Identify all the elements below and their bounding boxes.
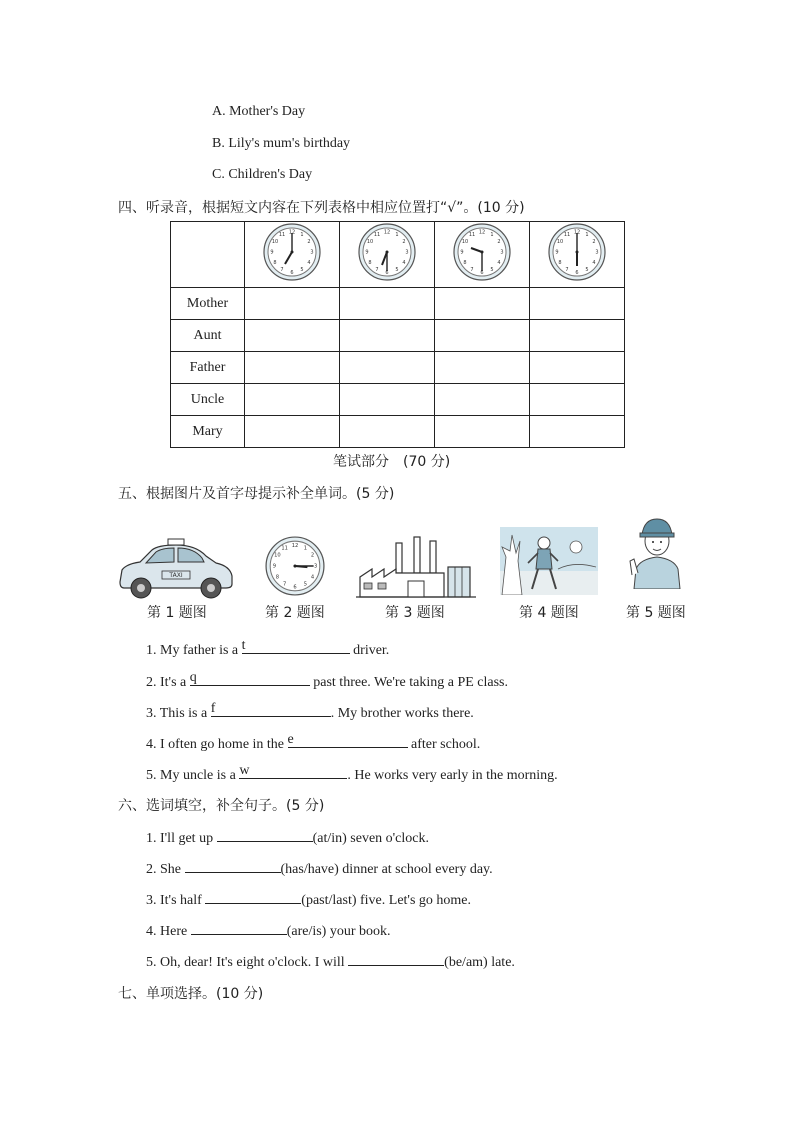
clock-icon-2 [357, 222, 417, 282]
s5-item-5-pre: 5. My uncle is a [146, 768, 240, 783]
clock-icon-4 [547, 222, 607, 282]
svg-text:5: 5 [490, 267, 494, 273]
svg-text:6: 6 [480, 270, 484, 276]
s5-item-4-post: after school. [407, 737, 481, 752]
caption-1: 第 1 题图 [147, 605, 207, 621]
svg-text:6: 6 [293, 584, 297, 591]
s6-item-3-post: (past/last) five. Let's go home. [301, 893, 471, 908]
s6-item-4-pre: 4. Here [146, 924, 191, 939]
svg-text:3: 3 [500, 249, 504, 256]
svg-text:10: 10 [556, 239, 564, 245]
caption-3: 第 3 题图 [385, 605, 445, 621]
s6-item-2-pre: 2. She [146, 862, 185, 877]
svg-text:1: 1 [490, 232, 494, 238]
svg-text:3: 3 [405, 249, 409, 256]
s5-answer-blank-2[interactable] [190, 671, 310, 686]
answer-cell[interactable] [245, 320, 340, 352]
s6-item-1 [146, 827, 429, 847]
svg-text:3: 3 [310, 249, 314, 256]
answer-cell[interactable] [530, 416, 625, 448]
s5-item-3-post: . My brother works there. [330, 706, 474, 721]
option-a: A. Mother's Day [212, 104, 306, 119]
s6-item-3 [146, 889, 471, 909]
s5-item-3-pre: 3. This is a [146, 706, 211, 721]
s6-item-1-post: (at/in) seven o'clock. [312, 831, 430, 846]
svg-text:7: 7 [470, 267, 474, 273]
answer-cell[interactable] [435, 416, 530, 448]
svg-text:10: 10 [274, 552, 281, 559]
svg-text:9: 9 [555, 249, 559, 256]
answer-cell[interactable] [435, 384, 530, 416]
s6-answer-blank-4[interactable] [191, 920, 287, 935]
svg-text:4: 4 [310, 574, 315, 581]
taxi-image [116, 536, 236, 600]
svg-text:8: 8 [273, 260, 277, 266]
written-part-heading: 笔试部分 (70 分) [333, 454, 451, 470]
svg-text:12: 12 [291, 542, 299, 549]
svg-text:11: 11 [373, 232, 381, 238]
svg-text:1: 1 [300, 232, 304, 238]
s5-item-3 [146, 702, 474, 722]
clock-icon-3 [452, 222, 512, 282]
s5-initial-1: t [241, 638, 246, 653]
answer-cell[interactable] [530, 352, 625, 384]
clock-cell-2 [340, 222, 435, 288]
svg-text:12: 12 [478, 229, 486, 236]
svg-text:9: 9 [365, 249, 369, 256]
svg-text:1: 1 [585, 232, 589, 238]
s5-item-2-post: past three. We're taking a PE class. [309, 675, 508, 690]
svg-text:8: 8 [275, 574, 280, 581]
svg-text:6: 6 [290, 270, 294, 276]
s5-item-4-pre: 4. I often go home in the [146, 737, 288, 752]
s5-item-2-pre: 2. It's a [146, 675, 190, 690]
svg-text:4: 4 [497, 260, 501, 266]
answer-cell[interactable] [340, 384, 435, 416]
svg-text:2: 2 [310, 552, 315, 559]
answer-cell[interactable] [435, 352, 530, 384]
answer-cell[interactable] [245, 288, 340, 320]
s5-initial-3: f [210, 701, 216, 716]
svg-text:7: 7 [375, 267, 379, 273]
s5-item-4 [146, 733, 480, 753]
svg-text:4: 4 [307, 260, 311, 266]
s6-item-4 [146, 920, 391, 940]
svg-text:12: 12 [383, 229, 391, 236]
row-label: Mary [171, 416, 245, 448]
svg-text:2: 2 [402, 239, 406, 245]
factory-image [356, 533, 476, 599]
answer-cell[interactable] [530, 288, 625, 320]
s6-answer-blank-1[interactable] [217, 827, 313, 842]
s6-item-3-pre: 3. It's half [146, 893, 206, 908]
answer-cell[interactable] [435, 320, 530, 352]
svg-text:11: 11 [468, 232, 476, 238]
caption-4: 第 4 题图 [519, 605, 579, 621]
svg-text:5: 5 [395, 267, 399, 273]
svg-text:10: 10 [271, 239, 279, 245]
answer-cell[interactable] [245, 384, 340, 416]
svg-text:5: 5 [303, 581, 307, 588]
section5-title: 五、根据图片及首字母提示补全单词。(5 分) [118, 486, 395, 502]
s6-answer-blank-2[interactable] [185, 858, 281, 873]
s5-initial-4: e [287, 732, 294, 747]
s6-answer-blank-5[interactable] [348, 951, 444, 966]
clock-cell-1 [245, 222, 340, 288]
s5-item-5 [146, 764, 558, 784]
s5-answer-blank-3[interactable] [211, 702, 331, 717]
option-c: C. Children's Day [212, 167, 313, 182]
svg-text:12: 12 [573, 229, 581, 236]
answer-cell[interactable] [245, 352, 340, 384]
svg-text:12: 12 [288, 229, 296, 236]
svg-text:7: 7 [280, 267, 284, 273]
svg-text:1: 1 [303, 545, 307, 552]
svg-text:9: 9 [460, 249, 464, 256]
svg-text:3: 3 [314, 563, 318, 570]
taxi-sign-text: TAXI [169, 572, 183, 579]
s6-item-5 [146, 951, 515, 971]
svg-text:4: 4 [402, 260, 406, 266]
s5-initial-2: q [189, 670, 197, 685]
svg-text:4: 4 [592, 260, 596, 266]
section6-title: 六、选词填空，补全句子。(5 分) [118, 798, 325, 814]
s6-answer-blank-3[interactable] [205, 889, 301, 904]
s5-item-5-post: . He works very early in the morning. [347, 768, 558, 783]
svg-text:5: 5 [585, 267, 589, 273]
clock-quarter-past-three-image [264, 535, 326, 597]
s5-answer-blank-5[interactable] [239, 764, 347, 779]
s6-item-2-post: (has/have) dinner at school every day. [280, 862, 493, 877]
section4-title: 四、听录音，根据短文内容在下列表格中相应位置打“√”。(10 分) [118, 200, 525, 216]
svg-text:11: 11 [281, 545, 288, 552]
svg-text:7: 7 [283, 581, 287, 588]
s5-item-1-pre: 1. My father is a [146, 643, 242, 658]
answer-cell[interactable] [340, 416, 435, 448]
table-corner-cell [171, 222, 245, 288]
svg-text:2: 2 [307, 239, 311, 245]
s5-initial-5: w [239, 763, 250, 778]
svg-text:3: 3 [595, 249, 599, 256]
option-b: B. Lily's mum's birthday [212, 136, 351, 151]
s5-item-1 [146, 639, 389, 659]
svg-text:5: 5 [300, 267, 304, 273]
svg-text:8: 8 [368, 260, 372, 266]
svg-text:11: 11 [278, 232, 286, 238]
worker-image [624, 517, 690, 589]
svg-text:6: 6 [385, 270, 389, 276]
clock-cell-4 [530, 222, 625, 288]
s6-item-5-pre: 5. Oh, dear! It's eight o'clock. I will [146, 955, 349, 970]
svg-text:9: 9 [272, 563, 276, 570]
svg-text:9: 9 [270, 249, 274, 256]
answer-cell[interactable] [340, 352, 435, 384]
s5-answer-blank-1[interactable] [242, 639, 350, 654]
answer-cell[interactable] [245, 416, 340, 448]
s6-item-2 [146, 858, 493, 878]
row-label: Father [171, 352, 245, 384]
answer-cell[interactable] [435, 288, 530, 320]
s5-item-2 [146, 671, 508, 691]
svg-text:7: 7 [565, 267, 569, 273]
svg-text:1: 1 [395, 232, 399, 238]
s6-item-5-post: (be/am) late. [444, 955, 515, 970]
row-label: Aunt [171, 320, 245, 352]
svg-text:8: 8 [463, 260, 467, 266]
svg-text:10: 10 [366, 239, 374, 245]
s5-item-1-post: driver. [349, 643, 390, 658]
svg-text:8: 8 [558, 260, 562, 266]
answer-cell[interactable] [530, 384, 625, 416]
svg-text:2: 2 [497, 239, 501, 245]
answer-cell[interactable] [340, 288, 435, 320]
row-label: Mother [171, 288, 245, 320]
section7-title: 七、单项选择。(10 分) [118, 986, 264, 1002]
row-label: Uncle [171, 384, 245, 416]
caption-2: 第 2 题图 [265, 605, 325, 621]
s5-answer-blank-4[interactable] [288, 733, 408, 748]
caption-5: 第 5 题图 [626, 605, 686, 621]
clock-cell-3 [435, 222, 530, 288]
svg-text:10: 10 [461, 239, 469, 245]
svg-text:2: 2 [592, 239, 596, 245]
s6-item-4-post: (are/is) your book. [286, 924, 391, 939]
s6-item-1-pre: 1. I'll get up [146, 831, 217, 846]
svg-text:11: 11 [563, 232, 571, 238]
svg-text:6: 6 [575, 270, 579, 276]
listening-table [170, 221, 625, 448]
answer-cell[interactable] [530, 320, 625, 352]
evening-walk-image [500, 527, 598, 595]
clock-icon-1 [262, 222, 322, 282]
answer-cell[interactable] [340, 320, 435, 352]
